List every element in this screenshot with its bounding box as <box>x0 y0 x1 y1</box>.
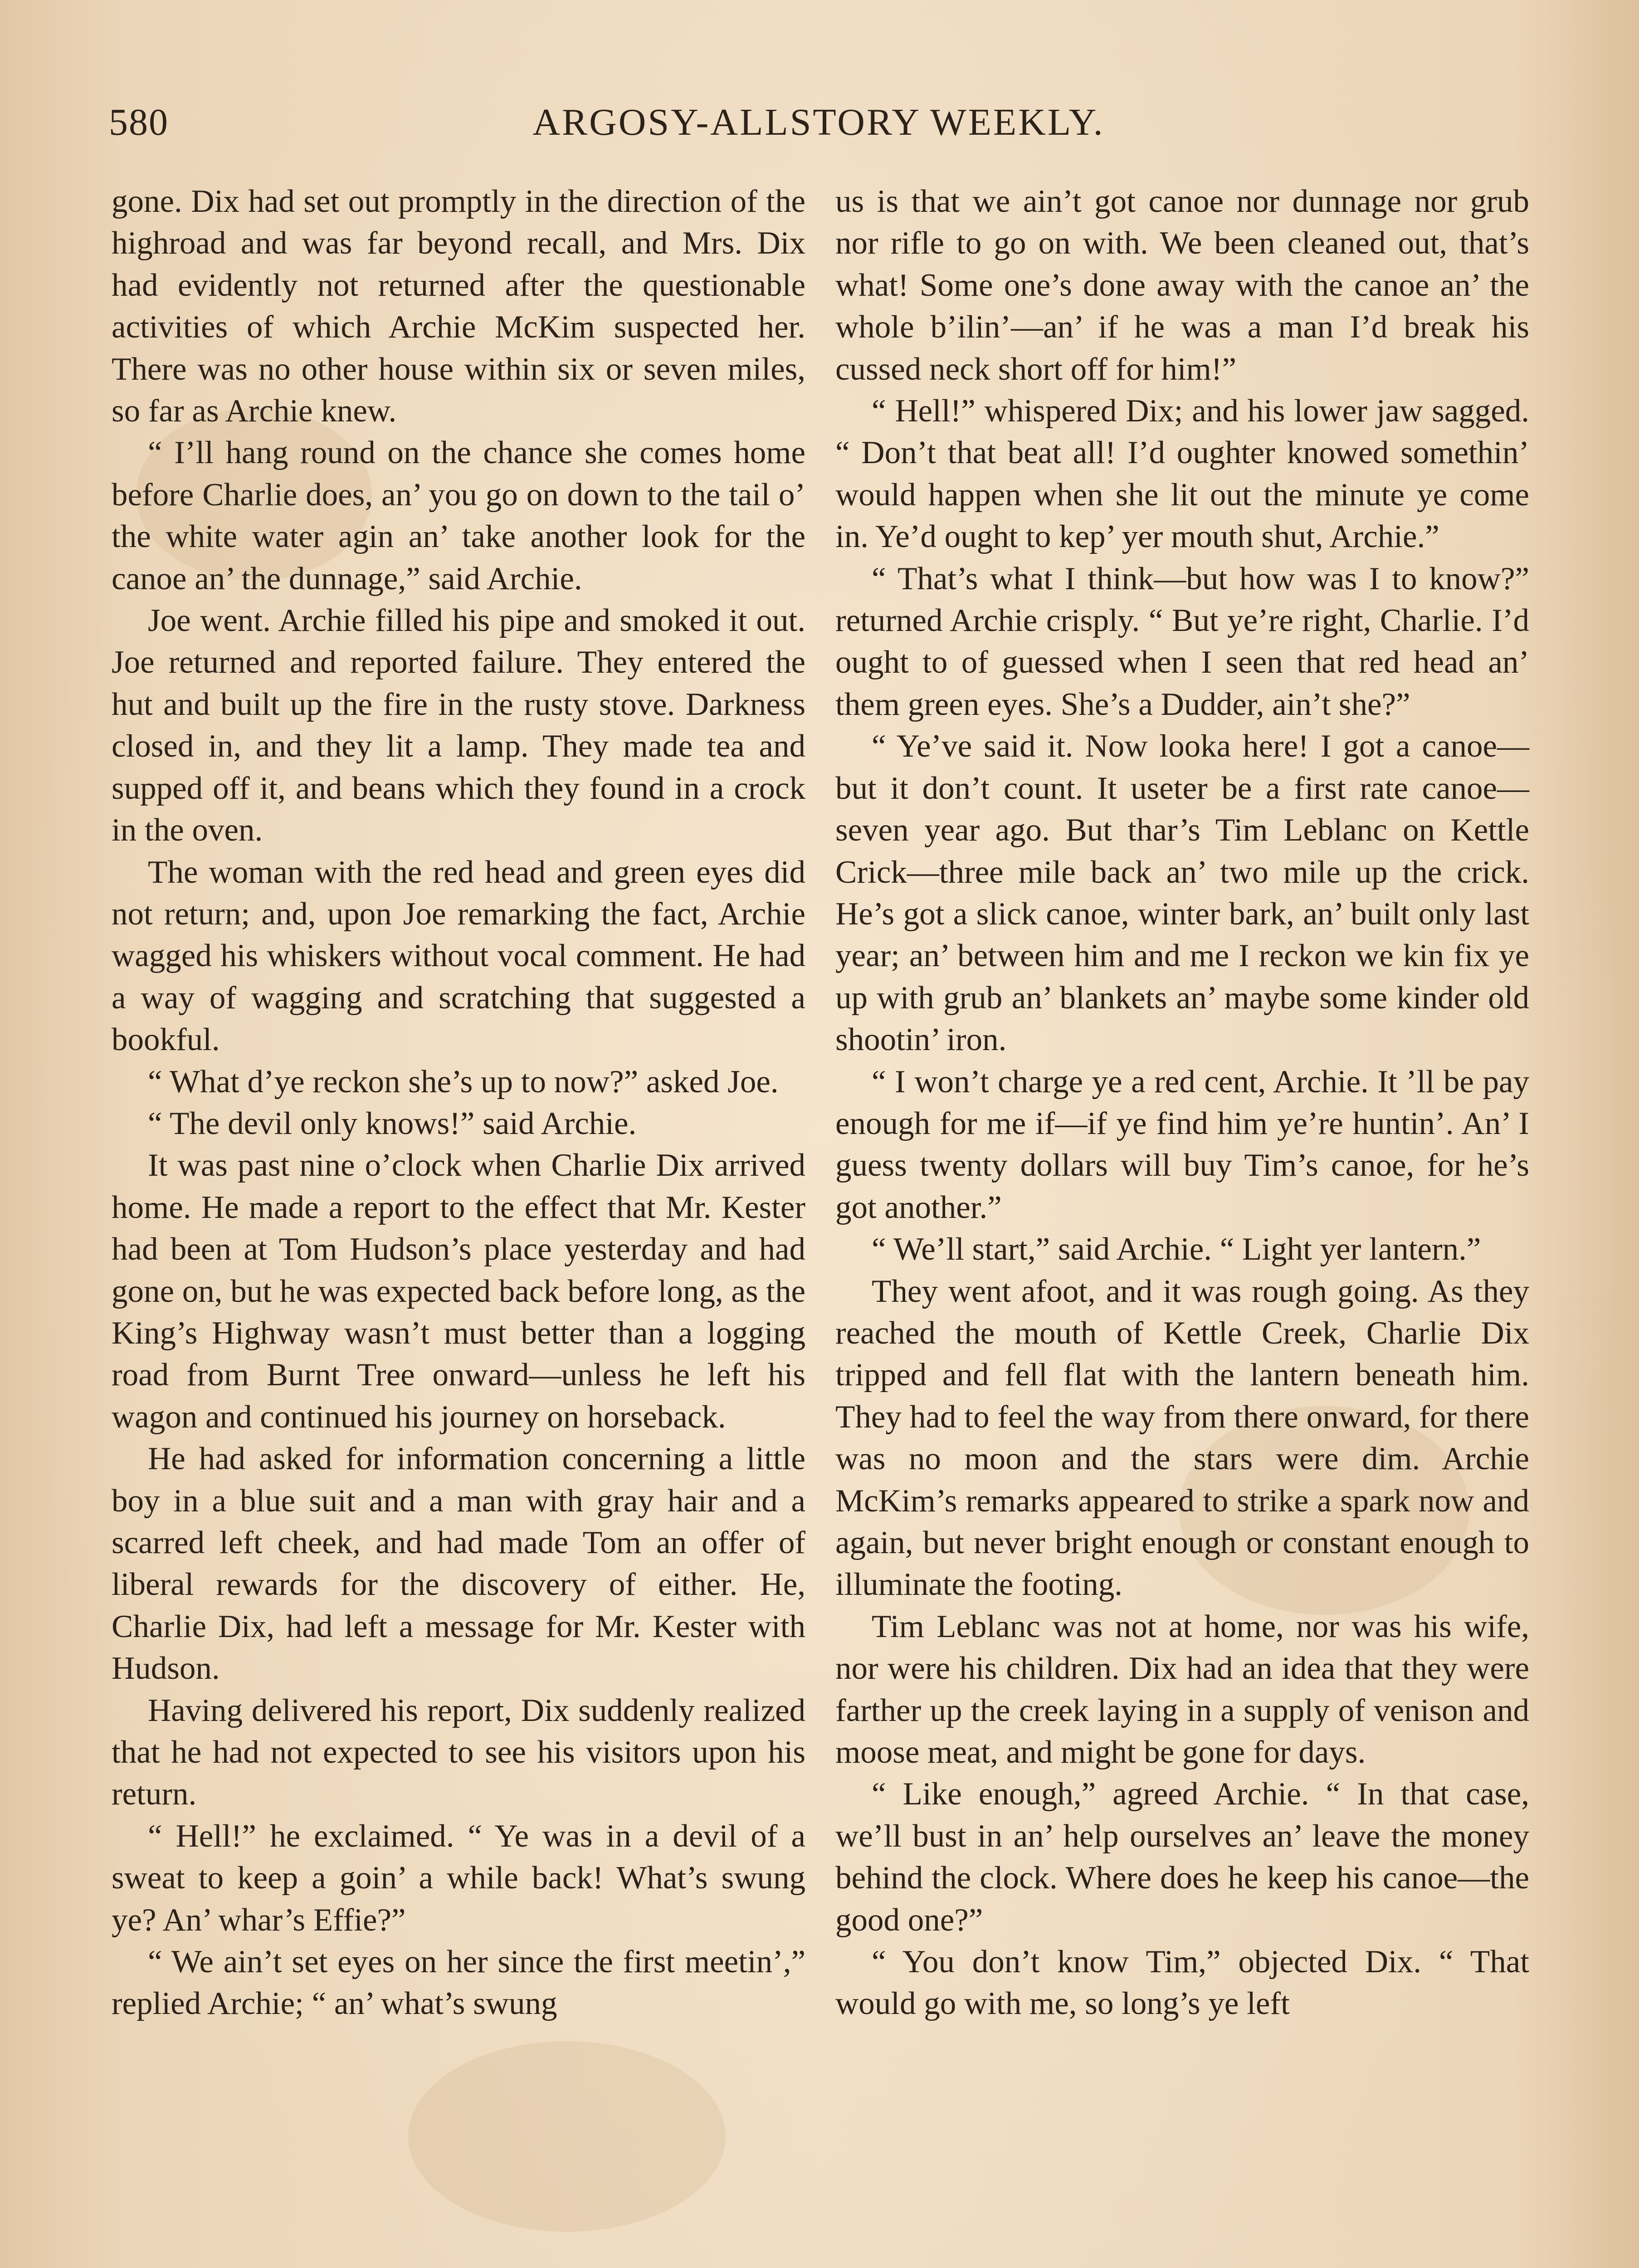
text-column-right <box>835 181 1529 2025</box>
paragraph: Having delivered his report, Dix suddenly realized that he had not expected to see his visitors upon his return. <box>112 1692 805 1812</box>
page-header <box>109 98 1528 147</box>
paragraph: “ You don’t know Tim,” objected Dix. “ That would go with me, so long’s ye left <box>835 1944 1529 2022</box>
paragraph: Joe went. Archie filled his pipe and smoked it out. Joe returned and reported failure. They entered the hut and built up the fire in the rusty stove. Darkness closed in, and they lit a lamp. They made tea and supped off it, and beans which they found in a crock in the oven. <box>112 603 805 848</box>
paragraph: gone. Dix had set out promptly in the direction of the highroad and was far beyond recall, and Mrs. Dix had evidently not returned after the questionable activities of which Archie McKim suspected her. There was no other house within six or seven miles, so far as Archie knew. <box>112 184 805 429</box>
paragraph: “ We ain’t set eyes on her since the first meetin’,” replied Archie; “ an’ what’s swung <box>112 1944 805 2022</box>
paragraph: It was past nine o’clock when Charlie Dix arrived home. He made a report to the effect that Mr. Kester had been at Tom Hudson’s place yesterday and had gone on, but he was expected back before long, as the King’s Highway wasn’t must better than a logging road from Burnt Tree onward—unless he left his wagon and continued his journey on horseback. <box>112 1148 805 1435</box>
text-column-left <box>112 181 805 2025</box>
paragraph: “ That’s what I think—but how was I to know?” returned Archie crisply. “ But ye’re right, Charlie. I’d ought to of guessed when I seen that red head an’ them green eyes. She’s a Dudder, ain’t she?” <box>835 561 1529 722</box>
paragraph: “ The devil only knows!” said Archie. <box>148 1105 637 1141</box>
running-title: ARGOSY-ALLSTORY WEEKLY. <box>532 101 1105 143</box>
paragraph: He had asked for information concerning a little boy in a blue suit and a man with gray hair and a scarred left cheek, and had made Tom an offer of liberal rewards for the discovery of either. He, Charlie Dix, had left a message for Mr. Kester with Hudson. <box>112 1441 805 1686</box>
paragraph: “ Like enough,” agreed Archie. “ In that case, we’ll bust in an’ help ourselves an’ leave the money behind the clock. Where does he keep his canoe—the good one?” <box>835 1776 1529 1938</box>
paragraph: us is that we ain’t got canoe nor dunnage nor grub nor rifle to go on with. We been cleaned out, that’s what! Some one’s done away with the canoe an’ the whole b’ilin’—an’ if he was a man I’d break his cussed neck short off for him!” <box>835 184 1529 387</box>
paragraph: “ We’ll start,” said Archie. “ Light yer lantern.” <box>872 1232 1481 1267</box>
paragraph: They went afoot, and it was rough going. As they reached the mouth of Kettle Creek, Charlie Dix tripped and fell flat with the lantern beneath him. They had to feel the way from there onward, for there was no moon and the stars were dim. Archie McKim’s remarks appeared to strike a spark now and again, but never bright enough or constant enough to illuminate the footing. <box>835 1273 1529 1603</box>
paragraph: The woman with the red head and green eyes did not return; and, upon Joe remarking the fact, Archie wagged his whiskers without vocal comment. He had a way of wagging and scratching that suggested a bookful. <box>112 854 805 1058</box>
page-number: 580 <box>109 101 169 143</box>
paragraph: “ Hell!” whispered Dix; and his lower jaw sagged. “ Don’t that beat all! I’d oughter knowed somethin’ would happen when she lit out the minute ye come in. Ye’d ought to kep’ yer mouth shut, Archie.” <box>835 393 1529 555</box>
paragraph: “ What d’ye reckon she’s up to now?” asked Joe. <box>148 1064 779 1100</box>
paragraph: Tim Leblanc was not at home, nor was his wife, nor were his children. Dix had an idea that they were farther up the creek laying in a supply of venison and moose meat, and might be gone for days. <box>835 1608 1529 1770</box>
paragraph: “ I won’t charge ye a red cent, Archie. It ’ll be pay enough for me if—if ye find him ye’re huntin’. An’ I guess twenty dollars will buy Tim’s canoe, for he’s got another.” <box>835 1064 1529 1225</box>
paper-stain <box>408 2041 726 2232</box>
paragraph: “ Hell!” he exclaimed. “ Ye was in a devil of a sweat to keep a goin’ a while back! What’s swung ye? An’ whar’s Effie?” <box>112 1818 805 1938</box>
paragraph: “ I’ll hang round on the chance she comes home before Charlie does, an’ you go on down to the tail o’ the white water agin an’ take another look for the canoe an’ the dunnage,” said Archie. <box>112 435 805 596</box>
paragraph: “ Ye’ve said it. Now looka here! I got a canoe—but it don’t count. It useter be a first rate canoe—seven year ago. But thar’s Tim Leblanc on Kettle Crick—three mile back an’ two mile up the crick. He’s got a slick canoe, winter bark, an’ built only last year; an’ between him and me I reckon we kin fix ye up with grub an’ blankets an’ maybe some kinder old shootin’ iron. <box>835 728 1529 1058</box>
